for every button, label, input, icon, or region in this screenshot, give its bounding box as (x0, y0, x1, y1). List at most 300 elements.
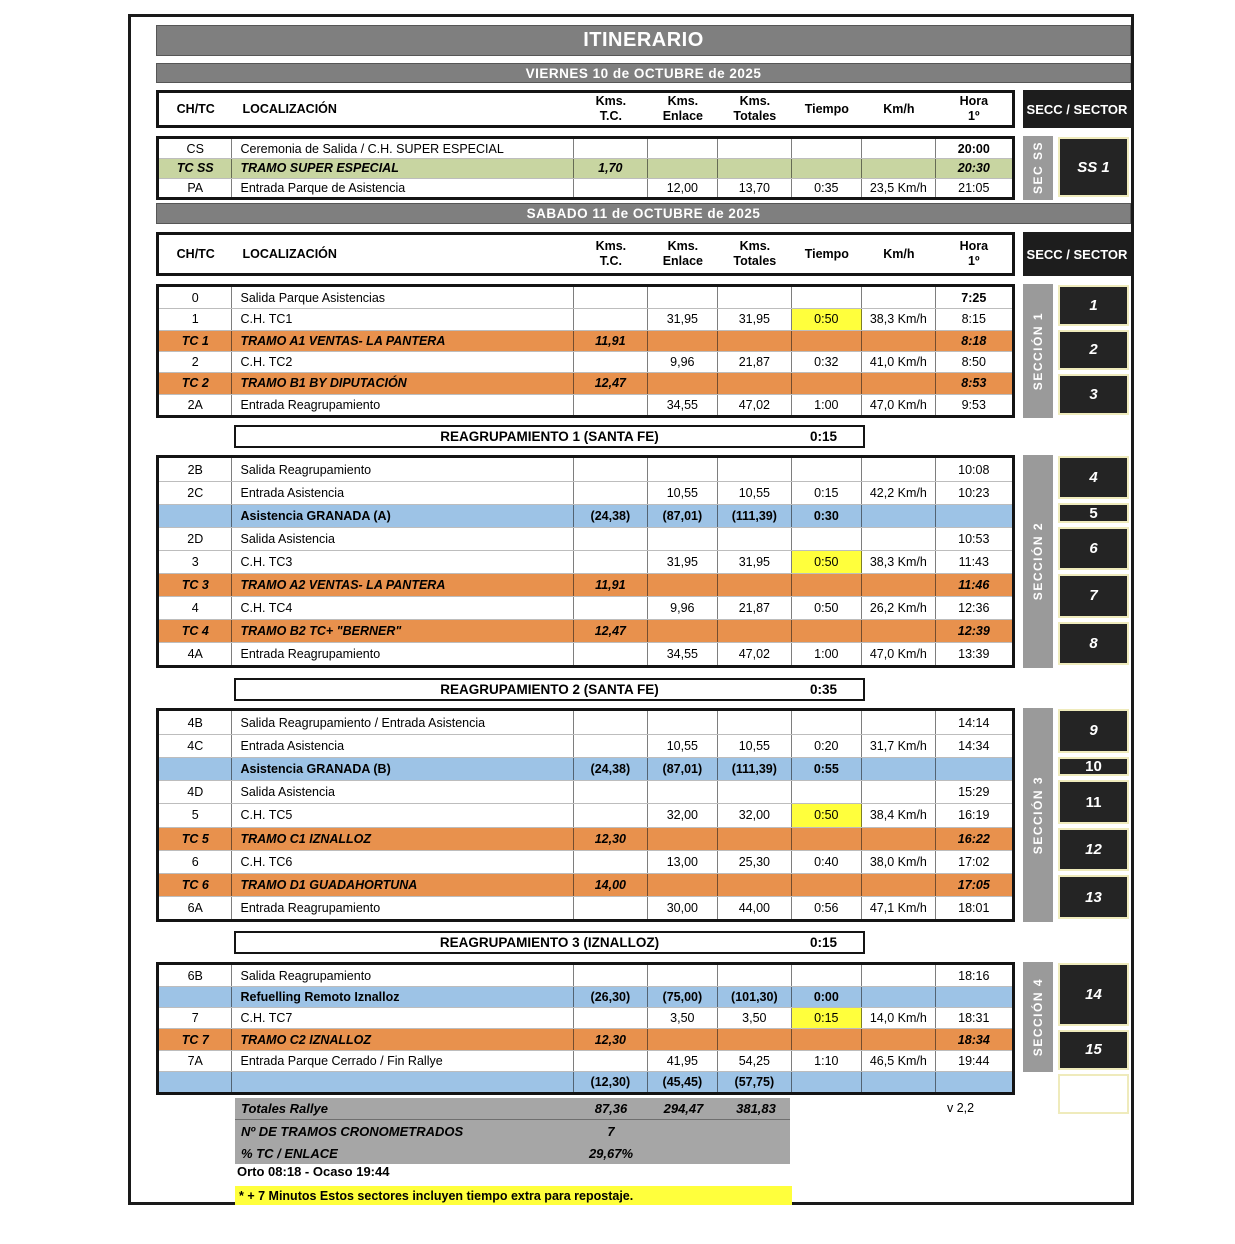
kms-tc-cell: (26,30) (574, 987, 647, 1007)
hora-cell (936, 1072, 1012, 1092)
table-row (159, 308, 1012, 329)
kmh-cell: 31,7 Km/h (862, 735, 935, 757)
ch-tc-cell: TC 7 (159, 1029, 232, 1049)
pct-value: 29,67% (588, 1145, 634, 1161)
kmh-cell: 38,3 Km/h (862, 551, 935, 573)
kms-enlace-cell: (45,45) (648, 1072, 719, 1092)
kmh-cell (862, 1029, 935, 1049)
tiempo-cell (792, 828, 863, 850)
kms-totales-cell: (57,75) (718, 1072, 791, 1092)
kmh-cell (862, 458, 935, 481)
localizacion-cell: TRAMO C2 IZNALLOZ (232, 1029, 574, 1049)
localizacion-cell: C.H. TC7 (232, 1008, 574, 1028)
tiempo-cell (792, 1029, 863, 1049)
tiempo-cell: 0:00 (792, 987, 863, 1007)
kms-tc-cell (574, 711, 647, 734)
hora-cell: 21:05 (958, 180, 990, 195)
hora-cell: 8:18 (961, 333, 987, 348)
column-header-kms-totales-cell: Kms. Totales (733, 94, 777, 123)
kmh-cell (862, 528, 935, 550)
kms-tc-cell (574, 597, 647, 619)
ch-tc-cell (159, 505, 232, 527)
ch-tc-cell: 1 (159, 309, 232, 329)
hora-cell: 10:23 (958, 486, 990, 500)
localizacion-cell: Entrada Parque Cerrado / Fin Rallye (232, 1051, 574, 1071)
ch-tc-cell (159, 1072, 232, 1092)
localizacion-cell: TRAMO SUPER ESPECIAL (232, 159, 574, 177)
tiempo-cell (792, 620, 863, 642)
localizacion-cell: Salida Asistencia (232, 528, 574, 550)
table-row (159, 780, 1012, 803)
kmh-cell (862, 373, 935, 393)
regroup-label: REAGRUPAMIENTO 1 (SANTA FE) (440, 429, 659, 444)
localizacion-cell: Salida Reagrupamiento / Entrada Asistencia (232, 711, 574, 734)
kms-totales-cell: (111,39) (718, 758, 791, 780)
hora-cell: 14:34 (958, 739, 990, 754)
sector-box-5: 5 (1058, 503, 1129, 523)
hora-cell: 13:39 (958, 647, 990, 661)
day-banner-sabado: SABADO 11 de OCTUBRE de 2025 (156, 203, 1131, 224)
kms-enlace-cell (648, 373, 719, 393)
kms-enlace-cell (648, 331, 719, 351)
tiempo-cell (792, 373, 863, 393)
kmh-cell: 47,0 Km/h (862, 643, 935, 665)
ch-tc-cell: 2D (159, 528, 232, 550)
kmh-cell (862, 1072, 935, 1092)
localizacion-cell: C.H. TC1 (232, 309, 574, 329)
kms-tc-cell (574, 897, 647, 919)
kms-tc-cell (574, 551, 647, 573)
kms-tc-cell: 14,00 (574, 874, 647, 896)
kms-totales-cell (718, 458, 791, 481)
tiempo-cell (792, 331, 863, 351)
tiempo-cell (792, 159, 863, 177)
sector-box-1: 1 (1058, 285, 1129, 326)
kms-tc-cell (574, 179, 647, 197)
table-row (159, 850, 1012, 873)
kms-tc-cell (574, 965, 647, 986)
kms-totales-cell: 13,70 (718, 179, 791, 197)
kmh-cell: 23,5 Km/h (862, 179, 935, 197)
kms-totales-cell: 47,02 (718, 395, 791, 415)
kms-enlace-cell: 34,55 (648, 395, 719, 415)
tiempo-cell (792, 139, 863, 158)
tiempo-cell: 0:56 (792, 897, 863, 919)
section-label-2: SECCIÓN 2 (1023, 455, 1053, 668)
hora-cell: 18:31 (958, 1011, 990, 1026)
sector-box-15: 15 (1058, 1030, 1129, 1070)
itinerary-table-group-0 (156, 136, 1015, 200)
table-row (159, 896, 1012, 919)
ch-tc-cell: 7A (159, 1051, 232, 1071)
localizacion-cell: Entrada Reagrupamiento (232, 643, 574, 665)
kms-totales-cell: (101,30) (718, 987, 791, 1007)
ch-tc-cell: 7 (159, 1008, 232, 1028)
ch-tc-cell (159, 987, 232, 1007)
kms-totales-cell (718, 373, 791, 393)
tiempo-cell: 0:50 (792, 597, 863, 619)
localizacion-cell: Ceremonia de Salida / C.H. SUPER ESPECIAL (232, 139, 574, 158)
kms-enlace-cell: 31,95 (648, 309, 719, 329)
kms-totales-cell (718, 287, 791, 308)
day-banner-viernes: VIERNES 10 de OCTUBRE de 2025 (156, 63, 1131, 83)
regroup-label: REAGRUPAMIENTO 3 (IZNALLOZ) (439, 935, 660, 950)
kmh-cell: 47,1 Km/h (862, 897, 935, 919)
kms-totales-cell (718, 620, 791, 642)
regroup-banner-1 (234, 425, 865, 448)
table-row (159, 458, 1012, 481)
sector-box-12: 12 (1058, 828, 1129, 872)
kms-tc-cell (574, 851, 647, 873)
ch-tc-cell: 4A (159, 643, 232, 665)
kms-tc-cell (574, 781, 647, 803)
tiempo-cell (792, 287, 863, 308)
tramos-row (235, 1120, 790, 1142)
kms-totales-cell (718, 159, 791, 177)
localizacion-cell: C.H. TC2 (232, 352, 574, 372)
tiempo-cell (792, 528, 863, 550)
kms-enlace-cell (648, 287, 719, 308)
kms-enlace-cell: 32,00 (648, 804, 719, 826)
kms-totales-cell: 44,00 (718, 897, 791, 919)
ch-tc-cell: TC SS (159, 159, 232, 177)
kms-totales-cell: 25,30 (718, 851, 791, 873)
kms-totales-cell: (111,39) (718, 505, 791, 527)
hora-cell: 16:22 (957, 831, 990, 846)
regroup-banner-3 (234, 931, 865, 954)
version-label: v 2,2 (947, 1101, 975, 1115)
localizacion-cell: Entrada Reagrupamiento (232, 395, 574, 415)
column-header-tiempo-cell: Tiempo (804, 101, 849, 116)
kmh-cell (862, 828, 935, 850)
localizacion-cell: Entrada Asistencia (232, 735, 574, 757)
sector-box-9: 9 (1058, 709, 1129, 753)
section-label-1: SECCIÓN 1 (1023, 284, 1053, 418)
table-row (159, 178, 1012, 197)
kms-totales-cell: 54,25 (718, 1051, 791, 1071)
sector-box-11: 11 (1058, 780, 1129, 824)
kms-enlace-cell (648, 874, 719, 896)
localizacion-cell: TRAMO B1 BY DIPUTACIÓN (232, 373, 574, 393)
tiempo-cell: 0:30 (792, 505, 863, 527)
kms-totales-cell: 21,87 (718, 352, 791, 372)
tramos-value: 7 (607, 1123, 615, 1139)
kms-tc-cell (574, 139, 647, 158)
tiempo-cell: 0:32 (792, 352, 863, 372)
kmh-cell: 38,0 Km/h (862, 851, 935, 873)
kmh-cell: 38,3 Km/h (862, 309, 935, 329)
kms-enlace-cell: (75,00) (648, 987, 719, 1007)
hora-cell: 16:19 (958, 808, 990, 823)
table-row (159, 481, 1012, 504)
hora-cell: 18:34 (957, 1032, 990, 1047)
kms-totales-cell (718, 1029, 791, 1049)
regroup-time: 0:15 (809, 935, 837, 950)
totals-row (235, 1098, 790, 1120)
ch-tc-cell: 4D (159, 781, 232, 803)
kmh-cell: 14,0 Km/h (862, 1008, 935, 1028)
hora-cell: 17:02 (958, 854, 990, 869)
tiempo-cell: 1:00 (792, 643, 863, 665)
sector-box-2: 2 (1058, 330, 1129, 371)
localizacion-cell: C.H. TC3 (232, 551, 574, 573)
tiempo-cell: 0:35 (792, 179, 863, 197)
kms-tc-cell: 12,47 (574, 373, 647, 393)
localizacion-cell: Entrada Reagrupamiento (232, 897, 574, 919)
kmh-cell (862, 574, 935, 596)
kms-enlace-cell (648, 528, 719, 550)
table-row (159, 330, 1012, 351)
kms-totales-cell: 21,87 (718, 597, 791, 619)
kmh-cell (862, 159, 935, 177)
kms-totales-cell (718, 574, 791, 596)
kms-enlace-cell: 12,00 (648, 179, 719, 197)
section-label-4: SECCIÓN 4 (1023, 962, 1053, 1072)
kms-tc-cell (574, 528, 647, 550)
ch-tc-cell: TC 3 (159, 574, 232, 596)
sector-box-14: 14 (1058, 963, 1129, 1026)
table-row (159, 573, 1012, 596)
hora-cell: 7:25 (961, 290, 987, 305)
kms-tc-cell: (12,30) (574, 1072, 647, 1092)
kms-tc-cell: 11,91 (574, 574, 647, 596)
kms-tc-cell: 11,91 (574, 331, 647, 351)
tiempo-cell: 0:20 (792, 735, 863, 757)
tiempo-cell: 1:10 (792, 1051, 863, 1071)
kmh-cell (862, 505, 935, 527)
table-row (159, 986, 1012, 1007)
column-header-table-2 (156, 232, 1015, 276)
itinerary-table-group-4 (156, 962, 1015, 1095)
tiempo-cell: 0:15 (792, 482, 863, 504)
localizacion-cell: TRAMO A2 VENTAS- LA PANTERA (232, 574, 574, 596)
kms-totales-cell (718, 528, 791, 550)
kmh-cell: 46,5 Km/h (862, 1051, 935, 1071)
kms-totales-cell: 3,50 (718, 1008, 791, 1028)
kms-enlace-cell (648, 781, 719, 803)
ch-tc-cell: TC 4 (159, 620, 232, 642)
kmh-cell: 38,4 Km/h (862, 804, 935, 826)
ch-tc-cell (159, 758, 232, 780)
tiempo-cell (792, 874, 863, 896)
table-row (159, 711, 1012, 734)
tiempo-cell (792, 458, 863, 481)
kms-tc-cell: (24,38) (574, 505, 647, 527)
hora-cell: 12:36 (958, 601, 990, 615)
kmh-cell: 47,0 Km/h (862, 395, 935, 415)
hora-cell: 17:05 (957, 877, 990, 892)
kms-enlace-cell: 9,96 (648, 352, 719, 372)
pct-label: % TC / ENLACE (241, 1145, 338, 1161)
table-row (159, 527, 1012, 550)
hora-cell: 19:44 (958, 1053, 990, 1068)
ch-tc-cell: TC 1 (159, 331, 232, 351)
kms-totales-cell: 32,00 (718, 804, 791, 826)
totals-kms-enlace: 294,47 (663, 1101, 704, 1116)
column-header-kmh-cell: Km/h (883, 101, 915, 116)
tiempo-cell: 0:50 (792, 804, 863, 826)
column-header-table-1 (156, 90, 1015, 128)
localizacion-cell: Salida Asistencia (232, 781, 574, 803)
kms-totales-cell (718, 781, 791, 803)
localizacion-cell: C.H. TC4 (232, 597, 574, 619)
localizacion-cell: Refuelling Remoto Iznalloz (232, 987, 574, 1007)
kms-tc-cell (574, 395, 647, 415)
kms-totales-cell: 10,55 (718, 482, 791, 504)
tiempo-cell: 0:50 (792, 309, 863, 329)
hora-cell: 10:53 (958, 532, 990, 546)
regroup-time: 0:35 (809, 682, 837, 697)
localizacion-cell: Asistencia GRANADA (B) (232, 758, 574, 780)
tiempo-cell (792, 574, 863, 596)
pct-row (235, 1142, 790, 1164)
tiempo-cell (792, 965, 863, 986)
kms-tc-cell (574, 352, 647, 372)
hora-cell: 15:29 (958, 785, 990, 800)
table-row (159, 550, 1012, 573)
table-row (159, 139, 1012, 158)
localizacion-cell: Salida Reagrupamiento (232, 458, 574, 481)
kms-enlace-cell: 30,00 (648, 897, 719, 919)
localizacion-cell (232, 1072, 574, 1092)
kms-totales-cell: 31,95 (718, 309, 791, 329)
kms-enlace-cell: 10,55 (648, 735, 719, 757)
hora-cell: 11:43 (958, 555, 989, 569)
table-row (159, 803, 1012, 826)
column-header-kmh-cell: Km/h (883, 246, 915, 261)
hora-cell: 12:39 (957, 624, 990, 638)
table-row (159, 158, 1012, 177)
column-header-kms-tc-cell: Kms. T.C. (595, 239, 627, 268)
secc-sector-header-1: SECC / SECTOR (1023, 90, 1131, 128)
kms-tc-cell: 12,30 (574, 1029, 647, 1049)
kms-enlace-cell: 41,95 (648, 1051, 719, 1071)
kms-totales-cell (718, 828, 791, 850)
kms-enlace-cell (648, 620, 719, 642)
column-header-ch-tc-cell: CH/TC (176, 246, 215, 261)
hora-cell: 8:50 (961, 355, 986, 370)
regroup-time: 0:15 (809, 429, 837, 444)
table-row (159, 351, 1012, 372)
table-row (159, 1028, 1012, 1049)
kmh-cell: 42,2 Km/h (862, 482, 935, 504)
refuel-note: * + 7 Minutos Estos sectores incluyen tiempo extra para repostaje. (235, 1186, 792, 1205)
hora-cell: 18:16 (958, 968, 990, 983)
itinerary-table-group-2 (156, 455, 1015, 668)
sector-box-10: 10 (1058, 757, 1129, 777)
table-row (159, 873, 1012, 896)
hora-cell: 8:15 (961, 312, 986, 327)
totals-kms-tc: 87,36 (594, 1101, 628, 1116)
ch-tc-cell: 4 (159, 597, 232, 619)
ch-tc-cell: 2 (159, 352, 232, 372)
kms-tc-cell: 12,47 (574, 620, 647, 642)
kmh-cell (862, 620, 935, 642)
ch-tc-cell: TC 2 (159, 373, 232, 393)
sector-box-8: 8 (1058, 622, 1129, 665)
kms-enlace-cell (648, 828, 719, 850)
kms-totales-cell (718, 331, 791, 351)
column-header-hora-cell: Hora 1º (959, 94, 989, 123)
localizacion-cell: Salida Parque Asistencias (232, 287, 574, 308)
kms-totales-cell (718, 139, 791, 158)
kms-enlace-cell: 31,95 (648, 551, 719, 573)
localizacion-cell: TRAMO A1 VENTAS- LA PANTERA (232, 331, 574, 351)
kmh-cell (862, 987, 935, 1007)
kms-enlace-cell: 3,50 (648, 1008, 719, 1028)
kms-totales-cell (718, 711, 791, 734)
tiempo-cell (792, 781, 863, 803)
table-row (159, 642, 1012, 665)
hora-cell (936, 758, 1012, 780)
ch-tc-cell: PA (159, 179, 232, 197)
kms-tc-cell: 12,30 (574, 828, 647, 850)
sector-box-6: 6 (1058, 527, 1129, 570)
column-header-tiempo-cell: Tiempo (804, 246, 849, 261)
kms-enlace-cell (648, 711, 719, 734)
table-row (159, 619, 1012, 642)
ch-tc-cell: 4B (159, 711, 232, 734)
totals-kms-totales: 381,83 (736, 1101, 776, 1116)
column-header-localizacion-cell: LOCALIZACIÓN (242, 101, 337, 116)
ch-tc-cell: 2A (159, 395, 232, 415)
ch-tc-cell: 0 (159, 287, 232, 308)
kms-tc-cell (574, 458, 647, 481)
ch-tc-cell: 4C (159, 735, 232, 757)
kms-tc-cell: 1,70 (574, 159, 647, 177)
ch-tc-cell: TC 6 (159, 874, 232, 896)
localizacion-cell: TRAMO B2 TC+ "BERNER" (232, 620, 574, 642)
sector-box-ss-1: SS 1 (1058, 137, 1129, 197)
kms-enlace-cell (648, 458, 719, 481)
regroup-banner-2 (234, 678, 865, 701)
kmh-cell (862, 139, 935, 158)
kms-tc-cell (574, 482, 647, 504)
kms-tc-cell (574, 804, 647, 826)
hora-cell: 10:08 (958, 462, 990, 477)
table-row (159, 504, 1012, 527)
column-header-hora-cell: Hora 1º (959, 239, 989, 268)
kmh-cell: 26,2 Km/h (862, 597, 935, 619)
tiempo-cell: 1:00 (792, 395, 863, 415)
hora-cell: 8:53 (961, 376, 987, 391)
hora-cell: 20:00 (957, 141, 990, 156)
itinerary-table-group-1 (156, 284, 1015, 418)
kms-totales-cell: 31,95 (718, 551, 791, 573)
table-row (159, 965, 1012, 986)
kms-enlace-cell: 10,55 (648, 482, 719, 504)
column-header-localizacion-cell: LOCALIZACIÓN (242, 246, 337, 261)
tramos-label: Nº DE TRAMOS CRONOMETRADOS (241, 1123, 464, 1139)
column-header-kms-enlace-cell: Kms. Enlace (662, 239, 704, 268)
localizacion-cell: C.H. TC6 (232, 851, 574, 873)
localizacion-cell: C.H. TC5 (232, 804, 574, 826)
sector-box-4: 4 (1058, 456, 1129, 499)
column-header-kms-enlace-cell: Kms. Enlace (662, 94, 704, 123)
kmh-cell (862, 711, 935, 734)
sector-box-13: 13 (1058, 875, 1129, 919)
kmh-cell (862, 287, 935, 308)
kmh-cell (862, 965, 935, 986)
kms-totales-cell: 47,02 (718, 643, 791, 665)
tiempo-cell: 0:15 (792, 1008, 863, 1028)
kms-tc-cell (574, 309, 647, 329)
regroup-label: REAGRUPAMIENTO 2 (SANTA FE) (440, 682, 659, 697)
secc-sector-header-2: SECC / SECTOR (1023, 232, 1131, 276)
totals-label: Totales Rallye (241, 1101, 328, 1116)
ch-tc-cell: 5 (159, 804, 232, 826)
hora-cell: 18:01 (958, 900, 990, 915)
